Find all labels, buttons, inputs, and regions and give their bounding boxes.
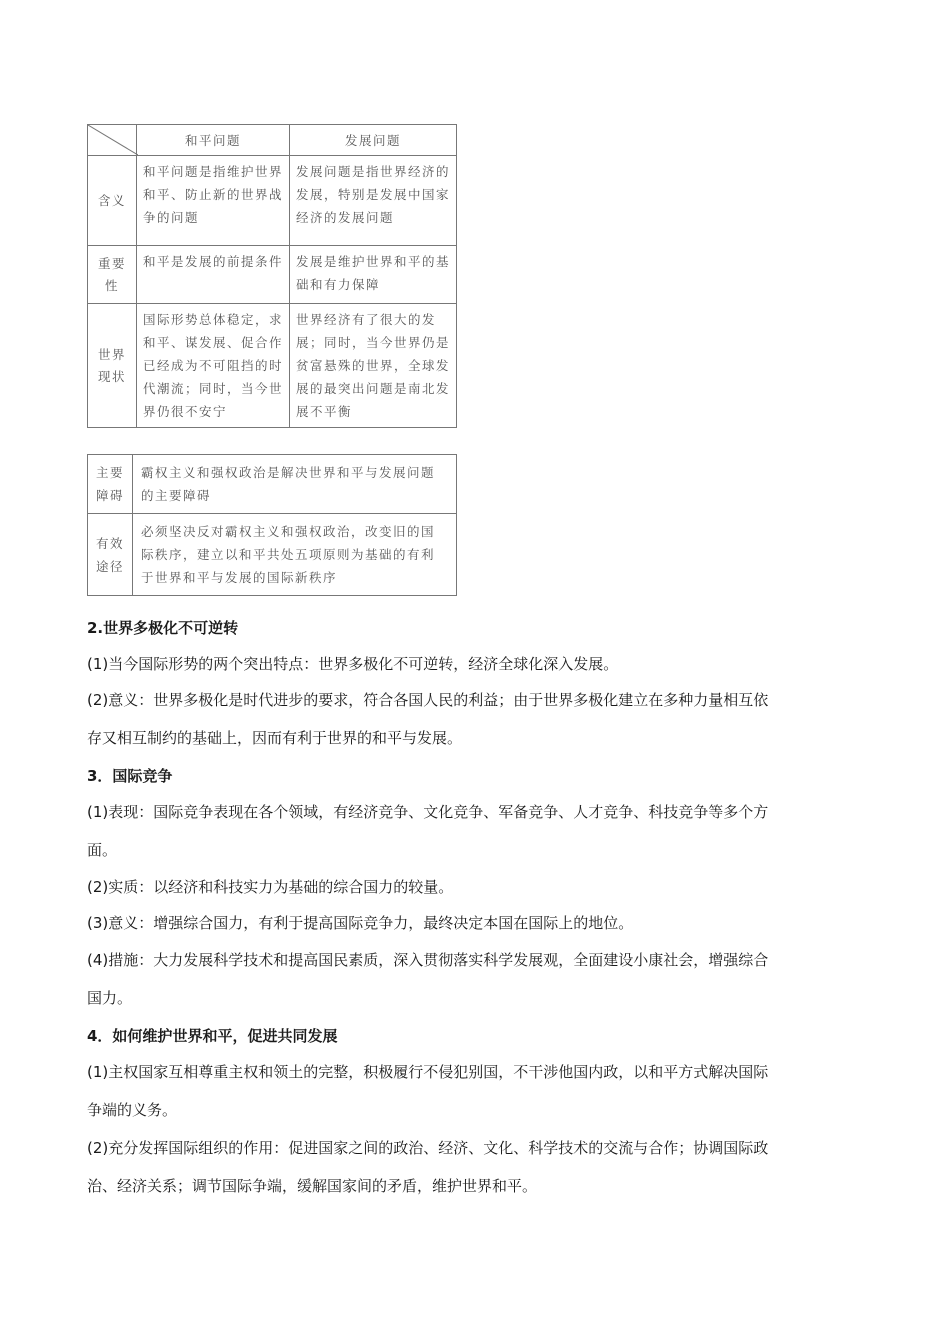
cell-development-meaning: 发展问题是指世界经济的发展，特别是发展中国家经济的发展问题 <box>290 156 457 246</box>
s2-paragraph-2-line-1: (2)意义：世界多极化是时代进步的要求，符合各国人民的利益；由于世界多极化建立在多种力量相互依 <box>87 691 769 709</box>
table-row <box>88 455 457 514</box>
s2-paragraph-2-line-2: 存又相互制约的基础上，因而有利于世界的和平与发展。 <box>87 729 463 747</box>
peace-development-table <box>87 124 457 428</box>
row-label-obstacle: 主要障碍 <box>88 455 133 514</box>
s4-paragraph-1-line-2: 争端的义务。 <box>87 1101 178 1119</box>
s4-paragraph-2-line-2: 治、经济关系；调节国际争端，缓解国家间的矛盾，维护世界和平。 <box>87 1177 538 1195</box>
cell-obstacle: 霸权主义和强权政治是解决世界和平与发展问题的主要障碍 <box>133 455 457 514</box>
row-label-importance: 重要性 <box>88 246 137 304</box>
table-row <box>88 304 457 428</box>
s3-paragraph-4-line-2: 国力。 <box>87 989 133 1007</box>
s3-paragraph-1-line-2: 面。 <box>87 841 118 859</box>
s3-paragraph-3: (3)意义：增强综合国力，有利于提高国际竞争力，最终决定本国在国际上的地位。 <box>87 914 634 932</box>
section-2-heading: 2.世界多极化不可逆转 <box>87 619 239 637</box>
diagonal-header-cell <box>88 125 137 156</box>
row-label-status: 世界现状 <box>88 304 137 428</box>
s2-paragraph-1: (1)当今国际形势的两个突出特点：世界多极化不可逆转，经济全球化深入发展。 <box>87 655 619 673</box>
table-header-row <box>88 125 457 156</box>
cell-peace-status: 国际形势总体稳定，求和平、谋发展、促合作已经成为不可阻挡的时代潮流；同时，当今世界仍很不安宁 <box>137 304 290 428</box>
s4-paragraph-2-line-1: (2)充分发挥国际组织的作用：促进国家之间的政治、经济、文化、科学技术的交流与合作；协调国际政 <box>87 1139 769 1157</box>
cell-approach: 必须坚决反对霸权主义和强权政治，改变旧的国际秩序，建立以和平共处五项原则为基础的有利于世界和平与发展的国际新秩序 <box>133 514 457 596</box>
diagonal-line <box>88 125 138 155</box>
cell-development-status: 世界经济有了很大的发展；同时，当今世界仍是贫富悬殊的世界，全球发展的最突出问题是南北发展不平衡 <box>290 304 457 428</box>
s3-paragraph-4-line-1: (4)措施：大力发展科学技术和提高国民素质，深入贯彻落实科学发展观，全面建设小康社会，增强综合 <box>87 951 769 969</box>
s3-paragraph-1-line-1: (1)表现：国际竞争表现在各个领域，有经济竞争、文化竞争、军备竞争、人才竞争、科技竞争等多个方 <box>87 803 769 821</box>
cell-development-importance: 发展是维护世界和平的基础和有力保障 <box>290 246 457 304</box>
table-row <box>88 514 457 596</box>
cell-peace-importance: 和平是发展的前提条件 <box>137 246 290 304</box>
section-4-heading: 4．如何维护世界和平，促进共同发展 <box>87 1027 338 1045</box>
row-label-approach: 有效途径 <box>88 514 133 596</box>
s4-paragraph-1-line-1: (1)主权国家互相尊重主权和领土的完整，积极履行不侵犯别国，不干涉他国内政，以和平方式解决国际 <box>87 1063 769 1081</box>
table-row <box>88 156 457 246</box>
obstacles-approach-table <box>87 454 457 596</box>
section-3-heading: 3．国际竞争 <box>87 767 173 785</box>
cell-peace-meaning: 和平问题是指维护世界和平、防止新的世界战争的问题 <box>137 156 290 246</box>
s3-paragraph-2: (2)实质：以经济和科技实力为基础的综合国力的较量。 <box>87 878 454 896</box>
col-header-peace: 和平问题 <box>137 125 290 156</box>
table-row <box>88 246 457 304</box>
row-label-meaning: 含义 <box>88 156 137 246</box>
col-header-development: 发展问题 <box>290 125 457 156</box>
